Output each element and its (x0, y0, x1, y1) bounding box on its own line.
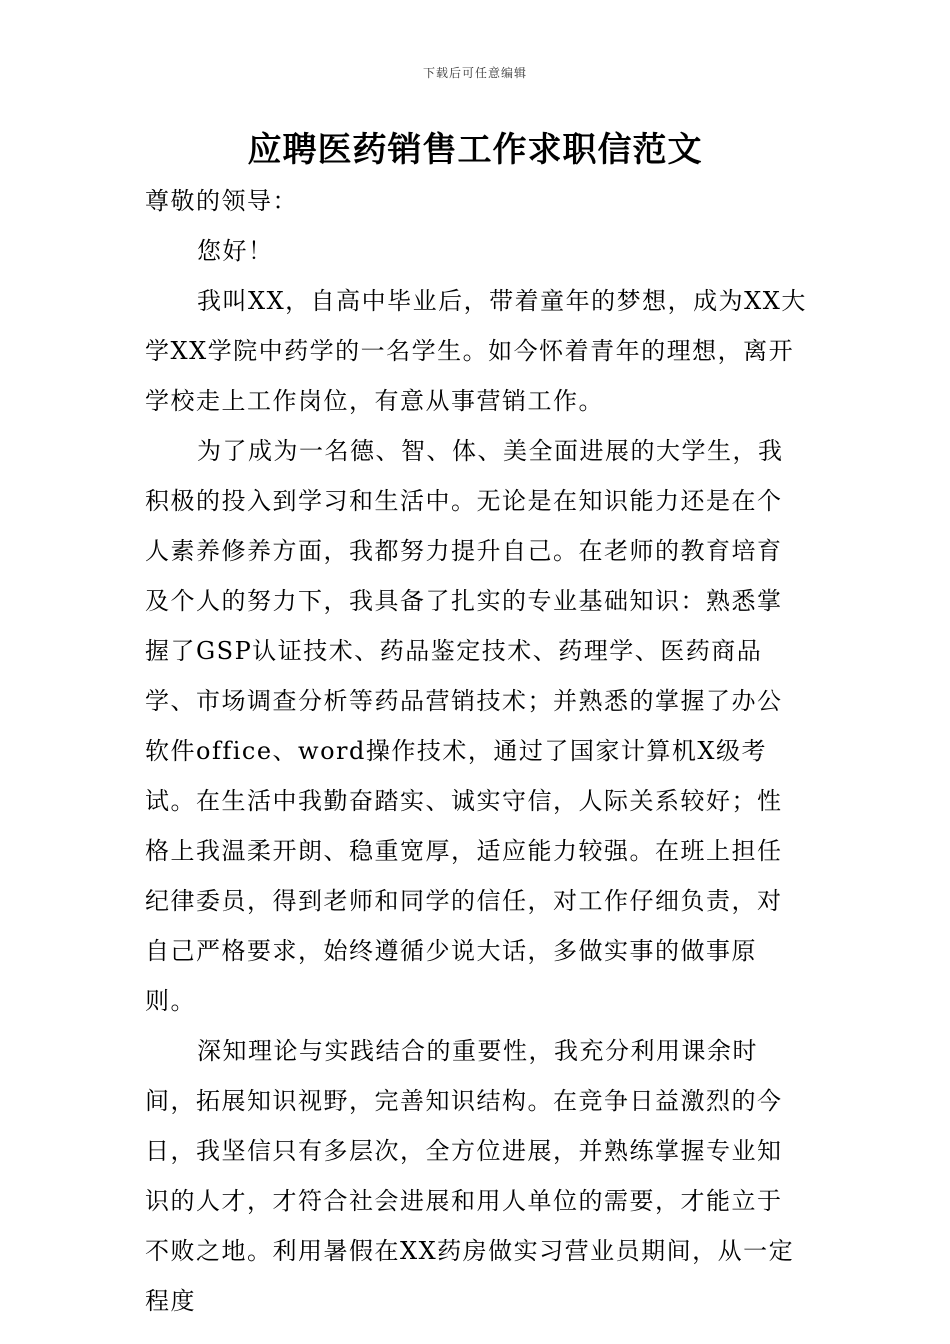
document-title: 应聘医药销售工作求职信范文 (247, 130, 703, 170)
header-note: 下载后可任意编辑 (422, 66, 527, 80)
intro-paragraph: 我叫XX，自高中毕业后，带着童年的梦想，成为XX大学XX学院中药学的一名学生。如今怀着青年的理想，离开学校走上工作岗位，有意从事营销工作。 (145, 287, 807, 415)
skills-paragraph: 为了成为一名德、智、体、美全面进展的大学生，我积极的投入到学习和生活中。无论是在知识能力还是在个人素养修养方面，我都努力提升自己。在老师的教育培育及个人的努力下，我具备了扎实的专业基础知识：熟悉掌握了GSP认证技术、药品鉴定技术、药理学、医药商品学、市场调查分析等药品营销技术；并熟悉的掌握了办公软件office、word操作技术，通过了国家计算机X级考试。在生活中我勤奋踏实、诚实守信，人际关系较好；性格上我温柔开朗、稳重宽厚，适应能力较强。在班上担任纪律委员，得到老师和同学的信任，对工作仔细负责，对自己严格要求，始终遵循少说大话，多做实事的做事原则。 (145, 437, 784, 1015)
letter-body (145, 176, 807, 1326)
greeting-paragraph: 您好！ (197, 237, 274, 265)
salutation: 尊敬的领导： (145, 187, 298, 215)
practice-paragraph: 深知理论与实践结合的重要性，我充分利用课余时间，拓展知识视野，完善知识结构。在竞争日益激烈的今日，我坚信只有多层次，全方位进展，并熟练掌握专业知识的人才，才符合社会进展和用人单位的需要，才能立于不败之地。利用暑假在XX药房做实习营业员期间，从一定程度 (145, 1037, 795, 1315)
